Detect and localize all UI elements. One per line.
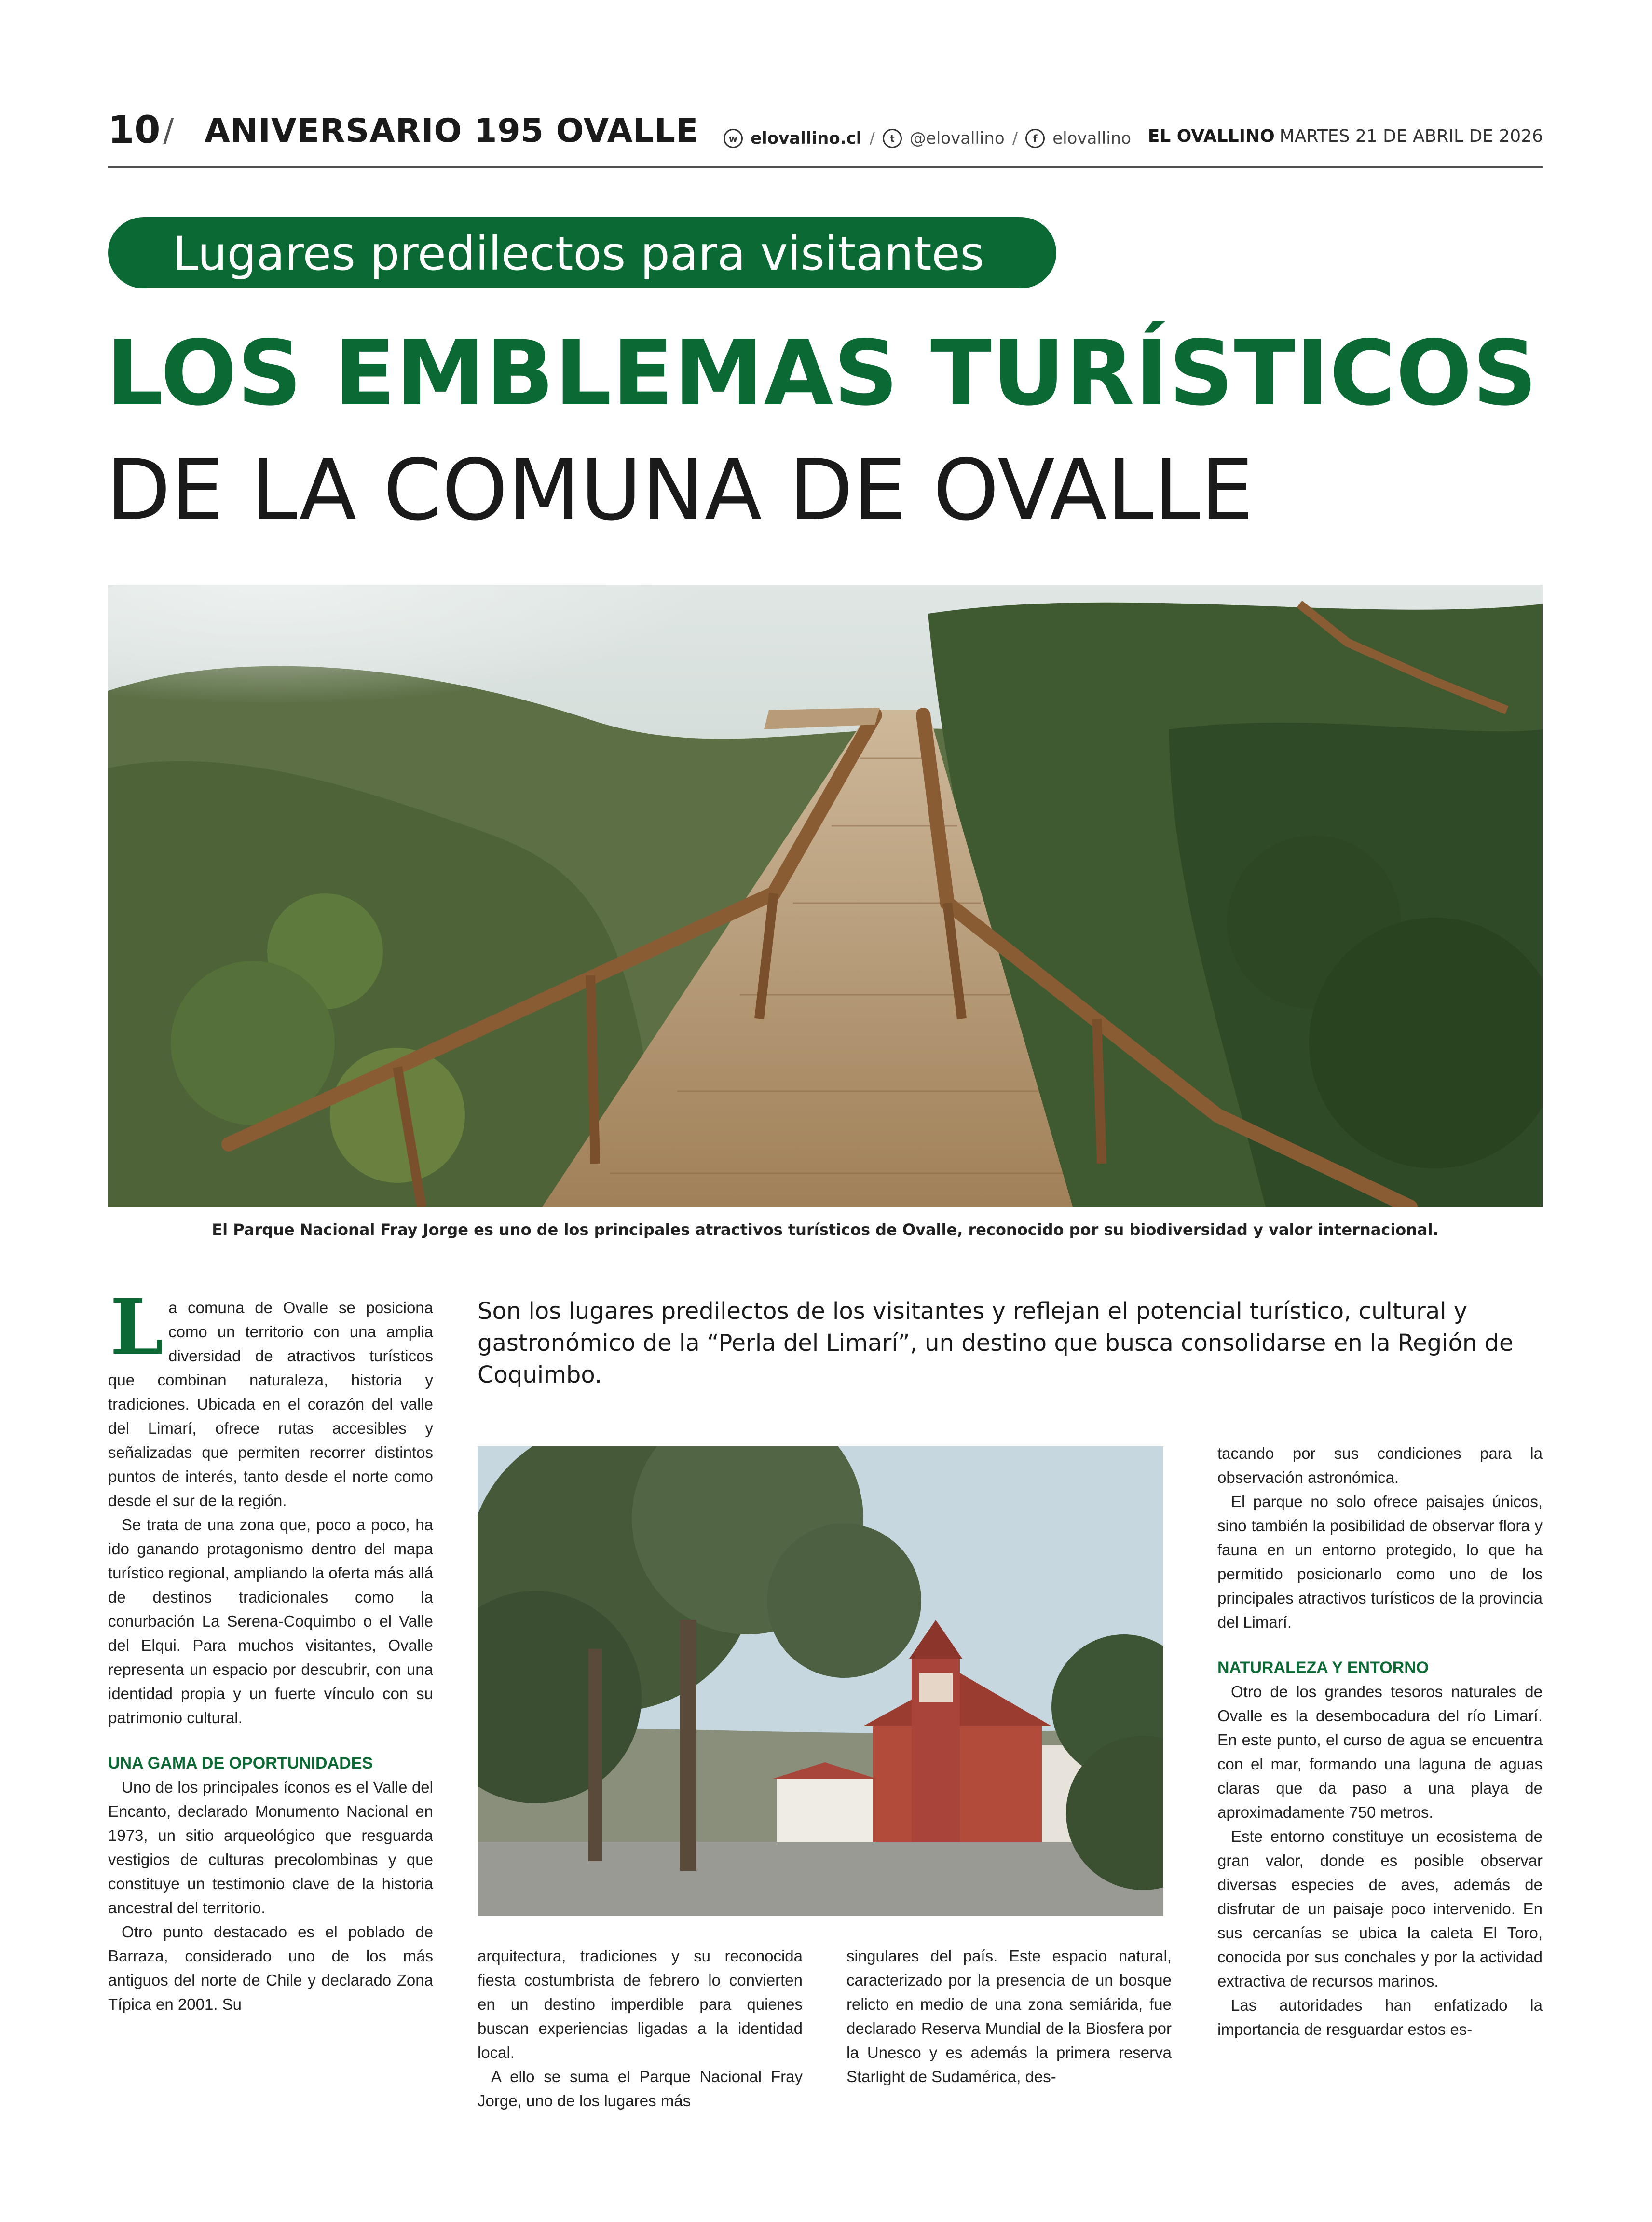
- paragraph: A ello se suma el Parque Nacional Fray Jorge, uno de los lugares más: [478, 2068, 803, 2110]
- link-separator: /: [869, 129, 875, 148]
- twitter-handle[interactable]: @elovallino: [909, 129, 1005, 148]
- twitter-icon: t: [883, 129, 902, 148]
- link-separator: /: [1012, 129, 1018, 148]
- paragraph: Se trata de una zona que, poco a poco, ha ido ganando protagonismo dentro del mapa turístico regional, ampliando la oferta más allá de destinos tradicionales como la conurbación La Serena-Coquimbo o el Valle del Elqui. Para muchos visitantes, Ovalle representa un espacio por descubrir, con una identidad propia y un fuerte vínculo con su patrimonio cultural.: [108, 1516, 433, 1727]
- facebook-handle[interactable]: elovallino: [1052, 129, 1131, 148]
- church-photo: [478, 1446, 1163, 1916]
- section-title: ANIVERSARIO 195 OVALLE: [205, 112, 699, 150]
- paragraph: tacando por sus condiciones para la observación astronómica.: [1217, 1444, 1543, 1486]
- article-column-1: [108, 1283, 433, 2016]
- hero-photo: [108, 585, 1543, 1207]
- issue-date: MARTES 21 DE ABRIL DE 2026: [1279, 126, 1543, 146]
- article-column-2: [478, 1944, 803, 2113]
- paragraph: Otro punto destacado es el poblado de Barraza, considerado uno de los más antiguos del norte de Chile y declarado Zona Típica en 2001. Su: [108, 1923, 433, 2013]
- header-rule: [108, 166, 1543, 168]
- paragraph: Uno de los principales íconos es el Valle del Encanto, declarado Monumento Nacional en 1973, un sitio arqueológico que resguarda vestigios de culturas precolombinas y que constituye un testimonio clave de la historia ancestral del territorio.: [108, 1778, 433, 1917]
- article-column-4: [1217, 1441, 1543, 2042]
- paragraph-intro: La comuna de Ovalle se posiciona como un territorio con una amplia diversidad de atractivos turísticos que combinan naturaleza, historia y tradiciones. Ubicada en el corazón del valle del Limarí, ofrece rutas accesibles y señalizadas que permiten recorrer distintos puntos de interés, tanto desde el norte como desde el sur de la región.: [108, 1283, 433, 1509]
- paragraph: Este entorno constituye un ecosistema de gran valor, donde es posible observar diversas especies de aves, además de disfrutar de un paisaje poco intervenido. En sus cercanías se ubica la caleta El Toro, conocida por sus conchales y por la actividad extractiva de recursos marinos.: [1217, 1827, 1543, 1990]
- banner-text: Lugares predilectos para visitantes: [173, 227, 984, 281]
- header-links: [724, 124, 1131, 153]
- headline-secondary: DE LA COMUNA DE OVALLE: [106, 441, 1254, 539]
- paragraph: Otro de los grandes tesoros naturales de Ovalle es la desembocadura del río Limarí. En este punto, el curso de agua se encuentra con el mar, formando una laguna de aguas claras que da paso a una playa de aproximadamente 750 metros.: [1217, 1683, 1543, 1821]
- paragraph: singulares del país. Este espacio natural, caracterizado por la presencia de un bosque relicto en medio de una zona semiárida, fue declarado Reserva Mundial de la Biosfera por la Unesco y es además la primera reserva Starlight de Sudamérica, des-: [846, 1947, 1172, 2085]
- facebook-icon: f: [1025, 129, 1045, 148]
- header-separator: /: [163, 112, 174, 149]
- subheading: NATURALEZA Y ENTORNO: [1217, 1659, 1429, 1677]
- article-column-3: [846, 1944, 1172, 2089]
- website-link[interactable]: elovallino.cl: [751, 129, 862, 148]
- headline-main: LOS EMBLEMAS TURÍSTICOS: [106, 321, 1538, 425]
- masthead: [1148, 126, 1543, 146]
- paragraph: Las autoridades han enfatizado la importancia de resguardar estos es-: [1217, 1996, 1543, 2038]
- brand-name: EL OVALLINO: [1147, 126, 1275, 146]
- www-icon: w: [724, 129, 743, 148]
- photo-caption: El Parque Nacional Fray Jorge es uno de los principales atractivos turísticos de Ovalle, reconocido por su biodiversidad y valor internacional.: [212, 1221, 1439, 1239]
- paragraph: arquitectura, tradiciones y su reconocida fiesta costumbrista de febrero lo convierten en un destino imperdible para quienes buscan experiencias ligadas a la identidad local.: [478, 1947, 803, 2061]
- subheading: UNA GAMA DE OPORTUNIDADES: [108, 1754, 373, 1772]
- drop-cap: L: [110, 1283, 164, 1372]
- paragraph: El parque no solo ofrece paisajes únicos, sino también la posibilidad de observar flora y fauna en un entorno protegido, lo que ha permitido posicionarlo como uno de los principales atractivos turísticos de la provincia del Limarí.: [1217, 1493, 1543, 1631]
- section-banner: [108, 217, 1056, 288]
- page-number: 10: [108, 109, 161, 152]
- article-lead: Son los lugares predilectos de los visitantes y reflejan el potencial turístico, cultural y gastronómico de la “Perla del Limarí”, un destino que busca consolidarse en la Región de Coquimbo.: [478, 1298, 1514, 1388]
